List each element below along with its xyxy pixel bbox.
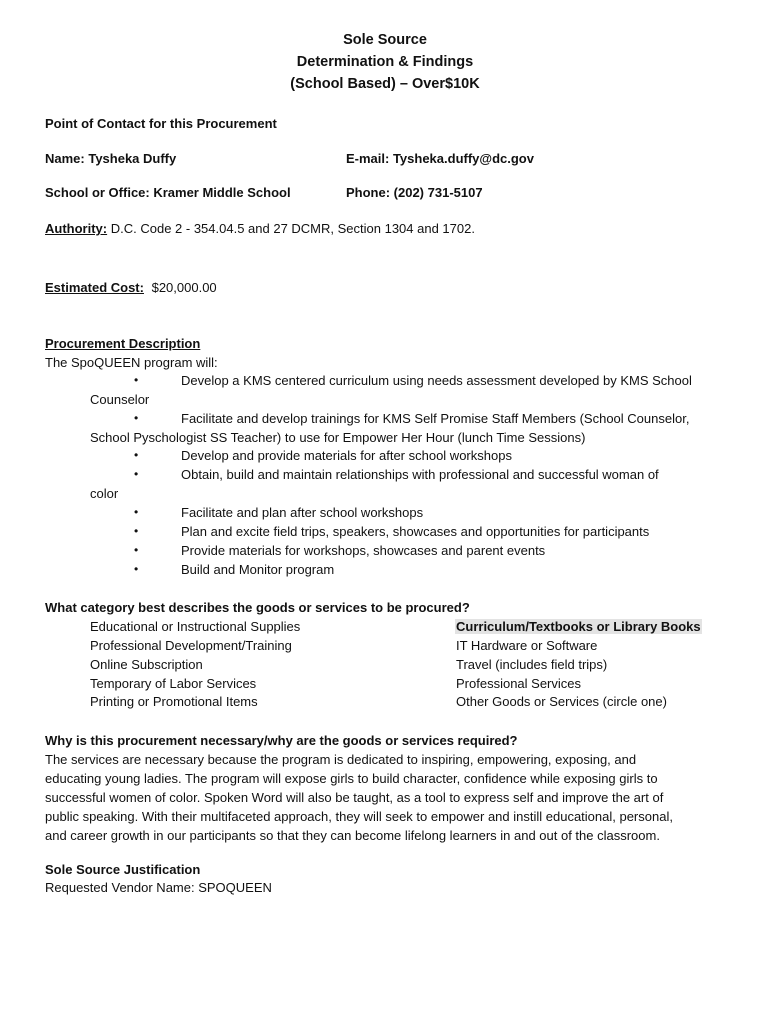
authority-label: Authority: [45,221,108,236]
bullet-icon: • [134,411,139,425]
cost-label: Estimated Cost: [45,280,144,295]
necessity-question: Why is this procurement necessary/why are the goods or services required? [45,733,518,748]
doc-title-line-1: Sole Source [343,32,427,48]
necessity-line: public speaking. With their multifaceted approach, they will seek to empower and instill educational, personal, [45,809,673,824]
contact-heading: Point of Contact for this Procurement [45,116,277,131]
justification-heading: Sole Source Justification [45,862,201,877]
description-item-continued: School Pyschologist SS Teacher) to use for Empower Her Hour (lunch Time Sessions) [90,430,586,445]
category-question: What category best describes the goods or services to be procured? [45,600,470,615]
contact-school: School or Office: Kramer Middle School [45,185,291,200]
bullet-icon: • [134,467,139,481]
doc-title-line-3: (School Based) – Over$10K [290,76,480,92]
description-item: Provide materials for workshops, showcases and parent events [181,543,546,558]
doc-title-line-2: Determination & Findings [296,54,474,70]
description-heading: Procurement Description [45,336,201,351]
description-item: Plan and excite field trips, speakers, showcases and opportunities for participants [181,524,650,539]
description-item: Facilitate and plan after school workshops [181,505,424,520]
cost-row [45,280,217,295]
description-item: Build and Monitor program [181,562,335,577]
description-item: Facilitate and develop trainings for KMS Self Promise Staff Members (School Counselor, [181,411,690,426]
category-option[interactable]: Other Goods or Services (circle one) [456,694,667,709]
vendor-name: Requested Vendor Name: SPOQUEEN [45,880,272,895]
description-item: Develop a KMS centered curriculum using needs assessment developed by KMS School [181,373,692,388]
category-option[interactable]: Educational or Instructional Supplies [90,619,301,634]
authority-row [45,221,475,236]
description-item-continued: Counselor [90,392,150,407]
bullet-icon: • [134,524,139,538]
necessity-line: and career growth in our participants so that they can become lifelong learners in and out of the classroom. [45,828,660,843]
description-item: Develop and provide materials for after school workshops [181,448,512,463]
bullet-icon: • [134,373,139,387]
category-option[interactable]: Professional Development/Training [90,638,292,653]
bullet-icon: • [134,562,139,576]
bullet-icon: • [134,543,139,557]
necessity-line: The services are necessary because the program is dedicated to inspiring, empowering, exposing, and [45,752,637,767]
description-item: Obtain, build and maintain relationships with professional and successful woman of [181,467,659,482]
bullet-icon: • [134,448,139,462]
category-option[interactable]: Printing or Promotional Items [90,694,258,709]
necessity-line: educating young ladies. The program will expose girls to build character, confidence while exposing girls to [45,771,658,786]
category-option[interactable]: IT Hardware or Software [456,638,598,653]
category-option[interactable]: Online Subscription [90,657,203,672]
contact-name: Name: Tysheka Duffy [45,151,177,166]
category-option[interactable]: Temporary of Labor Services [90,676,257,691]
cost-value: $20,000.00 [151,280,217,295]
necessity-line: successful women of color. Spoken Word will also be taught, as a tool to express self and improve the art of [45,790,664,805]
contact-phone: Phone: (202) 731-5107 [346,185,483,200]
description-intro: The SpoQUEEN program will: [45,355,218,370]
authority-text: D.C. Code 2 ‐ 354.04.5 and 27 DCMR, Section 1304 and 1702. [110,221,475,236]
category-option[interactable]: Travel (includes field trips) [456,657,608,672]
contact-email: E-mail: Tysheka.duffy@dc.gov [346,151,534,166]
category-option-selected[interactable]: Curriculum/Textbooks or Library Books [456,619,701,634]
description-item-continued: color [90,486,119,501]
category-option[interactable]: Professional Services [456,676,581,691]
bullet-icon: • [134,505,139,519]
